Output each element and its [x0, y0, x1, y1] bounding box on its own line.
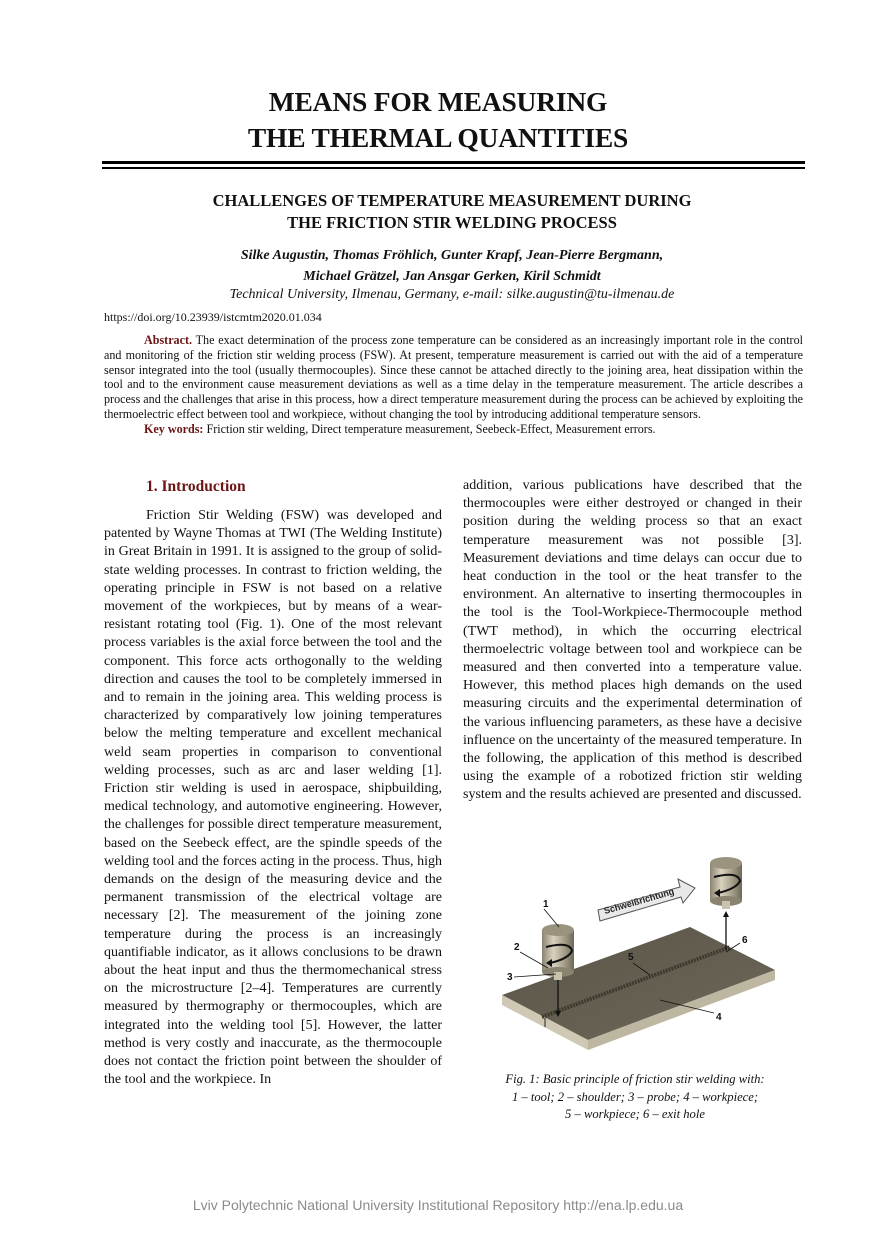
caption-line3: 5 – workpiece; 6 – exit hole — [565, 1107, 705, 1121]
affiliation: Technical University, Ilmenau, Germany, e-mail: silke.augustin@tu-ilmenau.de — [229, 287, 675, 302]
abstract — [104, 333, 803, 437]
label-4: 4 — [716, 1012, 722, 1023]
welding-direction-label: Schweißrichtung — [602, 886, 676, 916]
title-rule-thin — [102, 167, 805, 169]
label-1: 1 — [543, 899, 549, 910]
section-title — [0, 84, 876, 156]
fsw-diagram-illustration — [480, 855, 810, 1055]
section-title-line1: MEANS FOR MEASURING — [268, 86, 608, 117]
authors-line1: Silke Augustin, Thomas Fröhlich, Gunter Krapf, Jean-Pierre Bergmann, — [240, 248, 664, 263]
keywords-text: Friction stir welding, Direct temperature measurement, Seebeck-Effect, Measurement errors. — [203, 421, 656, 436]
figure-caption — [470, 1071, 800, 1124]
left-column — [104, 477, 442, 1090]
label-3: 3 — [507, 972, 513, 983]
abstract-label: Abstract. — [144, 333, 193, 347]
paper-title-line2: THE FRICTION STIR WELDING PROCESS — [287, 213, 617, 232]
introduction-heading: 1. Introduction — [146, 478, 246, 495]
label-5: 5 — [628, 952, 634, 963]
label-6: 6 — [742, 935, 748, 946]
keywords-paragraph — [104, 422, 803, 437]
repository-footer: Lviv Polytechnic National University Institutional Repository http://ena.lp.edu.ua — [192, 1197, 684, 1213]
keywords-label: Key words: — [144, 421, 204, 436]
caption-line2: 1 – tool; 2 – shoulder; 3 – probe; 4 – workpiece; — [511, 1089, 759, 1104]
abstract-paragraph — [104, 333, 803, 422]
right-column — [463, 477, 802, 805]
authors-line2: Michael Grätzel, Jan Ansgar Gerken, Kiril Schmidt — [303, 269, 601, 284]
title-rule-thick — [102, 161, 805, 164]
introduction-paragraph-right: addition, various publications have described that the thermocouples were either destroyed or changed in their position during the welding process so that an exact temperature measurement was not possible [3]. Measurement deviations and time delays can occur due to heat conduction in the tool or the heat transfer to the environment. An alternative to inserting thermocouples in the tool is the Tool-Workpiece-Thermocouple method (TWT method), in which the occurring electrical thermoelectric voltage between tool and workpiece can be measured and then converted into a temperature value. However, this method places high demands on the used measuring circuits and the experimental determination of the various influencing parameters, as these have a decisive influence on the uncertainty of the measured temperature. In the following, the application of this method is described using the example of a robotized friction stir welding system and the results achieved are presented and discussed. — [463, 478, 802, 803]
label-2: 2 — [514, 942, 520, 953]
paper-title — [0, 190, 876, 234]
abstract-text: The exact determination of the process zone temperature can be considered as an increasingly important role in the control and monitoring of the friction stir welding process (FSW). At present, temperature measurement is carried out with the aid of a temperature sensor integrated into the tool (usually thermocouples). Since these cannot be attached directly to the joining area, heat dissipation within the tool and to the environment cause measurement deviations as well as a time delay in the temperature measurement. The article describes a process and the challenges that arise in this process, how a direct temperature measurement during the process can be achieved by exploiting the thermoelectric effect between tool and workpiece, without changing the tool by introducing additional temperature sensors. — [104, 333, 803, 421]
figure-fsw-diagram — [480, 855, 810, 1055]
doi-link[interactable]: https://doi.org/10.23939/istcmtm2020.01.034 — [104, 310, 322, 324]
paper-title-line1: CHALLENGES OF TEMPERATURE MEASUREMENT DURING — [212, 191, 692, 210]
caption-line1: Fig. 1: Basic principle of friction stir welding with: — [505, 1072, 765, 1086]
section-title-line2: THE THERMAL QUANTITIES — [247, 122, 629, 153]
authors — [0, 245, 876, 287]
introduction-paragraph-left: Friction Stir Welding (FSW) was developed and patented by Wayne Thomas at TWI (The Welding Institute) in Great Britain in 1991. It is assigned to the group of solid-state welding processes. In contrast to friction welding, the operating principle in FSW is not based on a relative movement of the workpieces, but by means of a wear-resistant rotating tool (Fig. 1). One of the most relevant process variables is the axial force between the tool and the component. This force acts orthogonally to the welding direction and causes the tool to be completely immersed in and to remain in the joining area. This welding process is characterized by comparatively low joining temperatures below the melting temperature and excellent mechanical weld seam properties in comparison to conventional welding processes, such as arc and laser welding [1]. Friction stir welding is used in aerospace, shipbuilding, medical technology, and automotive engineering. However, the challenges for possible direct temperature measurement, based on the Seebeck effect, are the spindle speeds of the welding tool and the forces acting in the process. Thus, high demands on the design of the measuring device and the permanent transmission of the electrical voltage are necessary [2]. The measurement of the joining zone temperature during the process is an increasingly quantifiable indicator, as it allows conclusions to be drawn about the heat input and thus the thermomechanical stress on the microstructure [2–4]. Temperatures are currently measured by thermography or thermocouples, which are integrated into the welding tool [5]. However, the latter method is very costly and inaccurate, as the thermocouple does not contact the friction point between the shoulder of the tool and the workpiece. In — [104, 508, 442, 1088]
